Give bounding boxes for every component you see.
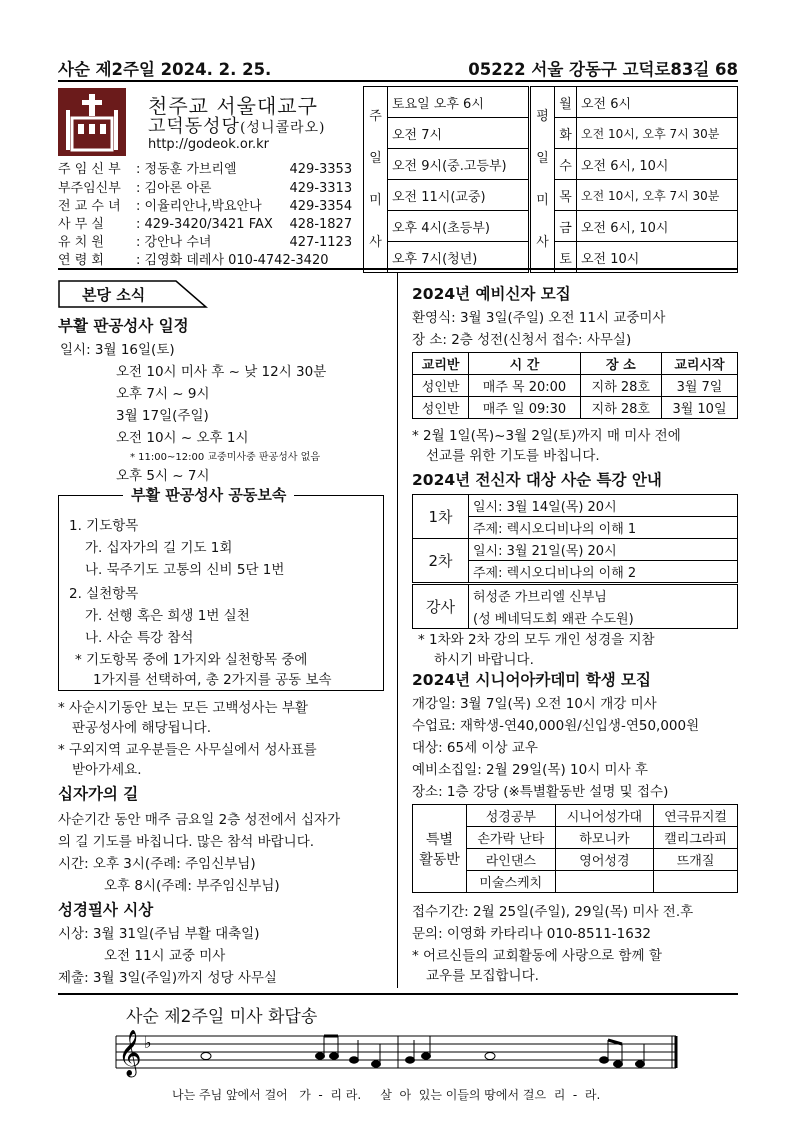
bulletin-date: 사순 제2주일 2024. 2. 25.	[58, 60, 272, 79]
schedule-line: 3월 17일(주일)	[116, 408, 209, 424]
mass-time: 오전 11시(교중)	[388, 180, 529, 211]
sunday-mass-label: 주 일 미 사	[364, 87, 388, 273]
section-title: 2024년 전신자 대상 사순 특강 안내	[412, 471, 662, 489]
academy-line: * 어르신들의 교회활동에 사랑으로 함께 할	[412, 948, 662, 964]
schedule-line: 일시: 3월 16일(토)	[60, 342, 175, 358]
staff-row: 전 교 수 녀 : 이율리안나,박요안나 429-3354	[58, 195, 358, 214]
stations-line: 오후 8시(주례: 부주임신부님)	[104, 878, 280, 894]
schedule-line: 오전 10시 ~ 오후 1시	[116, 430, 249, 446]
section-title: 십자가의 길	[58, 785, 139, 803]
church-name	[148, 112, 326, 138]
lecturer-table: 강사 허성준 가브리엘 신부님 (성 베네딕도회 왜관 수도원)	[412, 584, 738, 629]
catechumen-line: 장 소: 2층 성전(신청서 접수: 사무실)	[412, 332, 632, 348]
staff-row: 유 치 원 : 강안나 수녀 427-1123	[58, 231, 358, 250]
stations-line: 의 길 기도를 바칩니다. 많은 참석 바랍니다.	[58, 834, 315, 850]
activity-label: 특별 활동반	[413, 805, 467, 893]
staff-tel: 429-3353	[289, 162, 353, 177]
lecture-note: * 1차와 2차 강의 모두 개인 성경을 지참	[418, 632, 655, 648]
section-tab	[58, 280, 208, 308]
top-bar	[58, 56, 738, 82]
mass-time: 오전 9시(중.고등부)	[388, 149, 529, 180]
section-title: 2024년 예비신자 모집	[412, 285, 571, 303]
mass-day: 월	[555, 87, 577, 118]
penance-line: 1가지를 선택하여, 총 2가지를 공동 보속	[93, 672, 332, 688]
transcription-line: 제출: 3월 3일(주일)까지 성당 사무실	[58, 970, 277, 986]
staff-name: 이율리안나,박요안나	[144, 199, 262, 214]
section-easter-confession	[58, 314, 388, 498]
lecture-label: 2차	[413, 539, 469, 583]
mass-time: 오전 10시, 오후 7시 30분	[577, 118, 738, 149]
table-header: 교리반	[413, 353, 469, 375]
church-diocese: 천주교 서울대교구	[148, 94, 318, 118]
section-title: 2024년 시니어아카데미 학생 모집	[412, 671, 652, 689]
staff-row: 주 임 신 부 : 정동훈 가브리엘 429-3353	[58, 158, 358, 177]
section-lent-lecture	[412, 468, 738, 668]
psalm-title: 사순 제2주일 미사 화답송	[126, 1007, 318, 1027]
staff-tel: 428-1827	[289, 217, 353, 232]
staff-role: 유 치 원	[58, 235, 104, 250]
sunday-mass-table	[363, 86, 529, 273]
academy-line: 문의: 이영화 카타리나 010-8511-1632	[412, 926, 652, 942]
mass-time: 오전 10시	[577, 242, 738, 273]
footer-divider	[58, 993, 738, 995]
section-tab-label: 본당 소식	[82, 286, 146, 304]
staff-role: 전 교 수 녀	[58, 199, 121, 214]
section-bible-transcription	[58, 898, 388, 988]
header-divider	[58, 268, 738, 270]
music-staff	[110, 1028, 682, 1084]
penance-line: 1. 기도항목	[69, 518, 139, 534]
catechumen-note: 선교를 위한 기도를 바칩니다.	[426, 448, 600, 464]
lecturer-label: 강사	[413, 585, 469, 629]
note-line: * 구외지역 교우분들은 사무실에서 성사표를	[58, 742, 317, 758]
schedule-note: * 11:00~12:00 교중미사중 판공성사 없음	[130, 452, 320, 463]
mass-time: 오후 4시(초등부)	[388, 211, 529, 242]
note-line: 받아가세요.	[72, 762, 142, 778]
penance-line: 나. 사순 특강 참석	[85, 630, 194, 646]
academy-line: 교우를 모집합니다.	[426, 968, 539, 984]
note-line: 판공성사에 해당됩니다.	[72, 720, 211, 736]
mass-day: 화	[555, 118, 577, 149]
staff-role: 사 무 실	[58, 217, 104, 232]
lecture-label: 1차	[413, 495, 469, 539]
mass-time: 오전 6시	[577, 87, 738, 118]
mass-time: 오전 6시, 10시	[577, 211, 738, 242]
staff-name: 김아론 아론	[144, 181, 212, 196]
confession-notes	[58, 696, 388, 776]
svg-text:𝄞: 𝄞	[118, 1030, 142, 1076]
mass-time: 오전 7시	[388, 118, 529, 149]
catechumen-table	[412, 352, 738, 419]
mass-time: 토요일 오후 6시	[388, 87, 529, 118]
penance-box-title: 부활 판공성사 공동보속	[123, 484, 294, 505]
church-patron: (성니콜라오)	[239, 120, 326, 136]
mass-day: 목	[555, 180, 577, 211]
column-divider	[397, 272, 398, 988]
academy-line: 개강일: 3월 7일(목) 오전 10시 개강 미사	[412, 696, 657, 712]
transcription-line: 시상: 3월 31일(주님 부활 대축일)	[58, 926, 260, 942]
note-line: * 사순시기동안 보는 모든 고백성사는 부활	[58, 700, 308, 716]
schedule-line: 오후 7시 ~ 9시	[116, 386, 210, 402]
academy-line: 대상: 65세 이상 교우	[412, 740, 538, 756]
table-header: 장 소	[580, 353, 661, 375]
staff-row: 부주임신부 : 김아론 아론 429-3313	[58, 177, 358, 196]
mass-time: 오전 6시, 10시	[577, 149, 738, 180]
staff-role: 연 령 회	[58, 253, 104, 268]
staff-row: 사 무 실 : 429-3420/3421 FAX 428-1827	[58, 213, 358, 232]
staff-name: 강안나 수녀	[144, 235, 212, 250]
weekday-mass-table	[530, 86, 738, 273]
staff-row: 연 령 회 : 김영화 데레사 010-4742-3420	[58, 249, 358, 268]
penance-line: 2. 실천항목	[69, 586, 139, 602]
mass-time: 오전 10시, 오후 7시 30분	[577, 180, 738, 211]
table-header: 교리시작	[661, 353, 737, 375]
section-catechumen	[412, 282, 738, 464]
staff-tel: 429-3354	[289, 199, 353, 214]
staff-name: 정동훈 가브리엘	[144, 162, 237, 177]
academy-line: 장소: 1층 강당 (※특별활동반 설명 및 접수)	[412, 784, 669, 800]
academy-line: 접수기간: 2월 25일(주일), 29일(목) 미사 전.후	[412, 904, 694, 920]
penance-line: * 기도항목 중에 1가지와 실천항목 중에	[75, 652, 308, 668]
catechumen-note: * 2월 1일(목)~3월 2일(토)까지 매 미사 전에	[412, 428, 681, 444]
academy-line: 예비소집일: 2월 29일(목) 10시 미사 후	[412, 762, 648, 778]
section-senior-academy	[412, 668, 738, 986]
staff-role: 부주임신부	[58, 181, 121, 196]
penance-box	[58, 486, 384, 691]
staff-tel: 429-3313	[289, 181, 353, 196]
mass-day: 토	[555, 242, 577, 273]
schedule-line: 오후 5시 ~ 7시	[116, 468, 210, 484]
academy-line: 수업료: 재학생-연40,000원/신입생-연50,000원	[412, 718, 700, 734]
church-name-main: 고덕동성당	[148, 116, 240, 137]
section-title: 성경필사 시상	[58, 901, 154, 919]
stations-line: 시간: 오후 3시(주례: 주임신부님)	[58, 856, 256, 872]
mass-time: 오후 7시(청년)	[388, 242, 529, 273]
staff-name: 429-3420/3421 FAX	[144, 217, 273, 232]
church-icon	[58, 88, 126, 156]
staff-name: 김영화 데레사 010-4742-3420	[144, 253, 329, 268]
table-row: 성인반 매주 목 20:00 지하 28호 3월 7일	[413, 375, 738, 397]
activity-table: 특별 활동반 성경공부 시니어성가대 연극뮤지컬 손가락 난타 하모니카 캘리그라피 라인댄스 영어성경 뜨개질 미술스케치	[412, 804, 738, 893]
staff-role: 주 임 신 부	[58, 162, 121, 177]
church-address: 05222 서울 강동구 고덕로83길 68	[468, 60, 738, 79]
lecture-table: 1차 일시: 3월 14일(목) 20시 주제: 렉시오디비나의 이해 1 2차 일시: 3월 21일(목) 20시 주제: 렉시오디비나의 이해 2	[412, 494, 738, 583]
section-title: 부활 판공성사 일정	[58, 317, 189, 335]
schedule-line: 오전 10시 미사 후 ~ 낮 12시 30분	[116, 364, 327, 380]
stations-line: 사순기간 동안 매주 금요일 2층 성전에서 십자가	[58, 812, 341, 828]
table-header: 시 간	[469, 353, 580, 375]
mass-day: 금	[555, 211, 577, 242]
penance-line: 가. 선행 혹은 희생 1번 실천	[85, 608, 250, 624]
psalm-lyrics: 나는 주님 앞에서 걸어 가 - 리 라. 살 아 있는 이들의 땅에서 걸으 리 - 라.	[172, 1088, 601, 1102]
staff-tel: 427-1123	[289, 235, 353, 250]
table-row: 성인반 매주 일 09:30 지하 28호 3월 10일	[413, 397, 738, 419]
catechumen-line: 환영식: 3월 3일(주일) 오전 11시 교중미사	[412, 310, 666, 326]
church-url[interactable]: http://godeok.or.kr	[148, 137, 270, 152]
weekday-mass-label: 평 일 미 사	[531, 87, 555, 273]
church-logo	[58, 88, 126, 156]
svg-text:♭: ♭	[144, 1033, 152, 1052]
transcription-line: 오전 11시 교중 미사	[104, 948, 226, 964]
mass-day: 수	[555, 149, 577, 180]
lecture-note: 하시기 바랍니다.	[434, 652, 534, 668]
penance-line: 가. 십자가의 길 기도 1회	[85, 540, 233, 556]
section-stations-of-cross	[58, 782, 388, 892]
penance-line: 나. 묵주기도 고통의 신비 5단 1번	[85, 562, 285, 578]
